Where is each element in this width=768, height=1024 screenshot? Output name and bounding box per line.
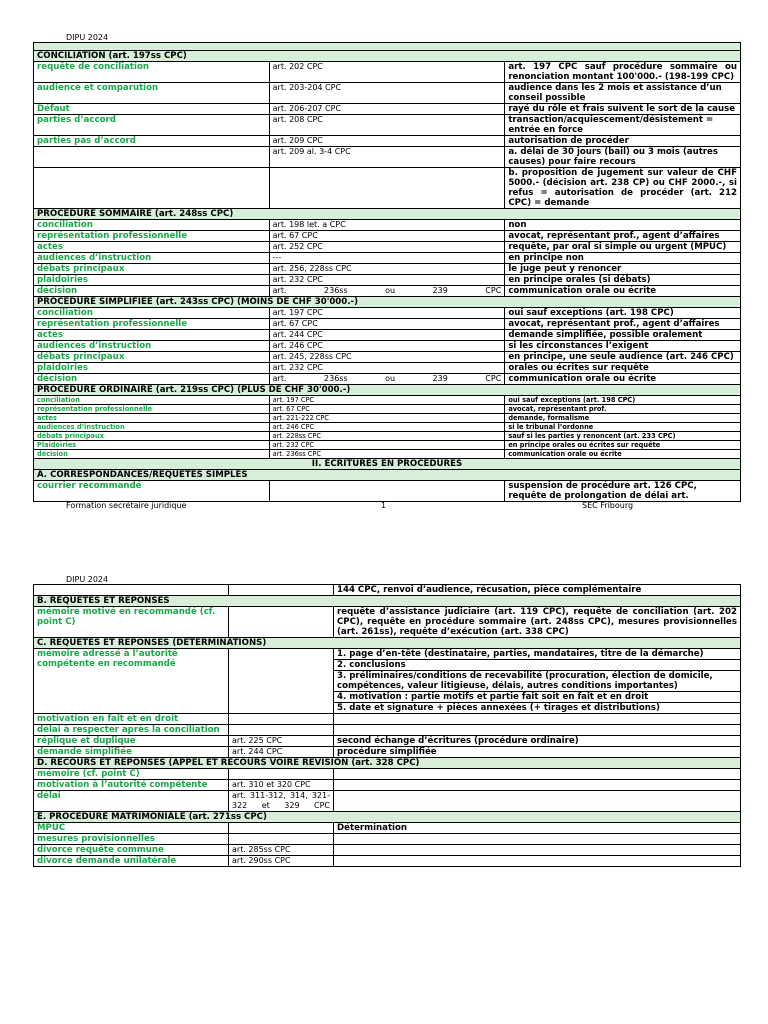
row-description: suspension de procédure art. 126 CPC, requête de prolongation de délai art. — [505, 481, 741, 502]
row-label: mémoire motivé en recommandé (cf. point C) — [34, 607, 229, 638]
row-label: débats principaux — [34, 352, 270, 363]
row-label: divorce requête commune — [34, 845, 229, 856]
row-label: actes — [34, 414, 270, 423]
table-row — [34, 115, 741, 136]
row-description: en principe orales (si débats) — [505, 275, 741, 286]
row-reference — [229, 649, 334, 714]
row-description: avocat, représentant prof. — [505, 405, 741, 414]
row-label: représentation professionnelle — [34, 319, 270, 330]
list-item: 3. préliminaires/conditions de recevabilité (procuration, élection de domicile, compétences, valeur litigieuse, délais, autres conditions importantes) — [334, 671, 741, 692]
row-description: art. 197 CPC sauf procédure sommaire ou renonciation montant 100'000.- (198-199 CPC) — [505, 62, 741, 83]
row-label: représentation professionnelle — [34, 231, 270, 242]
row-description — [334, 845, 741, 856]
row-label: courrier recommandé — [34, 481, 270, 502]
table-row — [34, 147, 741, 168]
row-description: sauf si les parties y renoncent (art. 233 CPC) — [505, 432, 741, 441]
section-title: PROCEDURE SOMMAIRE (art. 248ss CPC) — [34, 209, 741, 220]
row-label — [34, 147, 270, 168]
row-reference: art. 232 CPC — [269, 441, 505, 450]
section-header — [34, 638, 741, 649]
row-label: réplique et duplique — [34, 736, 229, 747]
top-band — [34, 43, 741, 51]
table-row — [34, 414, 741, 423]
row-reference: art. 311-312, 314, 321-322 et 329 CPC — [229, 791, 334, 812]
row-label: demande simplifiée — [34, 747, 229, 758]
row-reference: art. 290ss CPC — [229, 856, 334, 867]
row-reference: --- — [269, 253, 505, 264]
table-row — [34, 791, 741, 812]
row-reference: art. 197 CPC — [269, 308, 505, 319]
band-cell — [34, 43, 741, 51]
section-header — [34, 470, 741, 481]
row-description: communication orale ou écrite — [505, 286, 741, 297]
table-row — [34, 231, 741, 242]
section-header — [34, 297, 741, 308]
row-label: conciliation — [34, 308, 270, 319]
row-description: demande, formalisme — [505, 414, 741, 423]
table-row — [34, 341, 741, 352]
row-label: décision — [34, 450, 270, 459]
row-reference: art. 244 CPC — [229, 747, 334, 758]
section-header — [34, 209, 741, 220]
row-reference — [229, 769, 334, 780]
row-label: divorce demande unilatérale — [34, 856, 229, 867]
row-label — [34, 168, 270, 209]
page2-header: DIPU 2024 — [66, 575, 109, 584]
row-description: requête d’assistance judiciaire (art. 119 CPC), requête de conciliation (art. 202 CPC), requête en procédure sommaire (art. 248ss CPC), mesures provisionnelles (art. 261ss), requête d’exécution (art. 338 CPC) — [334, 607, 741, 638]
row-label: plaidoiries — [34, 275, 270, 286]
row-label: décision — [34, 286, 270, 297]
row-description: communication orale ou écrite — [505, 374, 741, 385]
table-row — [34, 736, 741, 747]
row-label: mémoire (cf. point C) — [34, 769, 229, 780]
table-row — [34, 769, 741, 780]
table-row — [34, 330, 741, 341]
row-label: actes — [34, 242, 270, 253]
row-label: parties d’accord — [34, 115, 270, 136]
row-reference: art. 197 CPC — [269, 396, 505, 405]
row-description: audience dans les 2 mois et assistance d’un conseil possible — [505, 83, 741, 104]
row-reference: art. 244 CPC — [269, 330, 505, 341]
row-reference: art. 228ss CPC — [269, 432, 505, 441]
row-label: motivation à l’autorité compétente — [34, 780, 229, 791]
table-row — [34, 823, 741, 834]
row-label: MPUC — [34, 823, 229, 834]
table-row — [34, 725, 741, 736]
table-row — [34, 856, 741, 867]
row-reference: art. 203-204 CPC — [269, 83, 505, 104]
section-title: A. CORRESPONDANCES/REQUETES SIMPLES — [34, 470, 741, 481]
section-header — [34, 812, 741, 823]
row-label: représentation professionnelle — [34, 405, 270, 414]
table-row — [34, 423, 741, 432]
row-description — [334, 791, 741, 812]
section-title: C. REQUETES ET REPONSES (DETERMINATIONS) — [34, 638, 741, 649]
page1-header: DIPU 2024 — [66, 33, 109, 42]
row-label: audiences d’instruction — [34, 341, 270, 352]
row-reference: art. 236ss ou 239 CPC — [269, 286, 505, 297]
row-reference: art. 310 et 320 CPC — [229, 780, 334, 791]
row-description: orales ou écrites sur requête — [505, 363, 741, 374]
row-description: communication orale ou écrite — [505, 450, 741, 459]
row-label: décision — [34, 374, 270, 385]
row-description: oui sauf exceptions (art. 198 CPC) — [505, 396, 741, 405]
row-label: délai à respecter après la conciliation — [34, 725, 229, 736]
section-title: PROCEDURE SIMPLIFIEE (art. 243ss CPC) (MOINS DE CHF 30'000.-) — [34, 297, 741, 308]
row-description: a. délai de 30 jours (bail) ou 3 mois (autres causes) pour faire recours — [505, 147, 741, 168]
row-reference — [229, 823, 334, 834]
row-label: motivation en fait et en droit — [34, 714, 229, 725]
row-label: audience et comparution — [34, 83, 270, 104]
page1-footer-page-number: 1 — [381, 501, 387, 510]
row-reference — [269, 168, 505, 209]
table-row — [34, 253, 741, 264]
row-reference — [229, 714, 334, 725]
row-description: en principe orales ou écrites sur requête — [505, 441, 741, 450]
row-reference: art. 209 CPC — [269, 136, 505, 147]
table-row — [34, 275, 741, 286]
row-description: second échange d’écritures (procédure ordinaire) — [334, 736, 741, 747]
row-reference: art. 67 CPC — [269, 405, 505, 414]
row-reference — [229, 834, 334, 845]
row-reference: art. 256, 228ss CPC — [269, 264, 505, 275]
list-item: 1. page d’en-tête (destinataire, parties, mandataires, titre de la démarche) — [334, 649, 741, 660]
row-description: requête, par oral si simple ou urgent (MPUC) — [505, 242, 741, 253]
row-description: procédure simplifiée — [334, 747, 741, 758]
table-row — [34, 585, 741, 596]
row-label: audiences d’instruction — [34, 423, 270, 432]
table-row — [34, 649, 741, 660]
row-label: Défaut — [34, 104, 270, 115]
row-description: en principe non — [505, 253, 741, 264]
list-item: 5. date et signature + pièces annexées (+ tirages et distributions) — [334, 703, 741, 714]
list-item: 2. conclusions — [334, 660, 741, 671]
row-label: délai — [34, 791, 229, 812]
table-row — [34, 405, 741, 414]
row-description — [334, 780, 741, 791]
table-row — [34, 396, 741, 405]
row-description: rayé du rôle et frais suivent le sort de la cause — [505, 104, 741, 115]
table-row — [34, 352, 741, 363]
row-reference: art. 246 CPC — [269, 423, 505, 432]
table-row — [34, 308, 741, 319]
row-description: si les circonstances l’exigent — [505, 341, 741, 352]
row-label: plaidoiries — [34, 363, 270, 374]
table-row — [34, 286, 741, 297]
section-header — [34, 385, 741, 396]
section-header — [34, 758, 741, 769]
row-label: mesures provisionnelles — [34, 834, 229, 845]
row-reference: art. 225 CPC — [229, 736, 334, 747]
part-title-row — [34, 459, 741, 470]
row-label: actes — [34, 330, 270, 341]
row-description — [334, 714, 741, 725]
table-row — [34, 845, 741, 856]
table-row — [34, 747, 741, 758]
table-row — [34, 780, 741, 791]
row-reference: art. 236ss ou 239 CPC — [269, 374, 505, 385]
table-row — [34, 104, 741, 115]
row-reference: art. 285ss CPC — [229, 845, 334, 856]
row-reference: art. 206-207 CPC — [269, 104, 505, 115]
row-description: demande simplifiée, possible oralement — [505, 330, 741, 341]
table-row — [34, 62, 741, 83]
section-header — [34, 596, 741, 607]
row-description: en principe, une seule audience (art. 246 CPC) — [505, 352, 741, 363]
page1-footer-left: Formation secrétaire juridique — [66, 501, 187, 510]
row-reference: art. 67 CPC — [269, 319, 505, 330]
row-label: débats principaux — [34, 432, 270, 441]
table-row — [34, 83, 741, 104]
row-reference: art. 232 CPC — [269, 363, 505, 374]
row-label — [34, 585, 229, 596]
row-description: non — [505, 220, 741, 231]
table-row — [34, 441, 741, 450]
list-item: 4. motivation : partie motifs et partie fait soit en fait et en droit — [334, 692, 741, 703]
page1-footer-right: SEC Fribourg — [582, 501, 634, 510]
section-title: PROCEDURE ORDINAIRE (art. 219ss CPC) (PLUS DE CHF 30'000.-) — [34, 385, 741, 396]
section-title: CONCILIATION (art. 197ss CPC) — [34, 51, 741, 62]
row-reference: art. 67 CPC — [269, 231, 505, 242]
page2-table — [33, 584, 741, 867]
table-row — [34, 450, 741, 459]
row-reference: art. 232 CPC — [269, 275, 505, 286]
row-reference: art. 252 CPC — [269, 242, 505, 253]
row-label: Plaidoiries — [34, 441, 270, 450]
row-description: avocat, représentant prof., agent d’affaires — [505, 319, 741, 330]
section-title: B. REQUÊTES ET RÉPONSES — [34, 596, 741, 607]
row-description: autorisation de procéder — [505, 136, 741, 147]
table-row — [34, 242, 741, 253]
table-row — [34, 607, 741, 638]
table-row — [34, 168, 741, 209]
table-row — [34, 264, 741, 275]
part-title: II. ECRITURES EN PROCEDURES — [34, 459, 741, 470]
section-title: D. RECOURS ET RÉPONSES (APPEL ET RECOURS VOIRE REVISION (art. 328 CPC) — [34, 758, 741, 769]
row-label: requête de conciliation — [34, 62, 270, 83]
row-reference: art. 246 CPC — [269, 341, 505, 352]
row-description — [334, 769, 741, 780]
row-reference: art. 245, 228ss CPC — [269, 352, 505, 363]
table-row — [34, 834, 741, 845]
row-description: Détermination — [334, 823, 741, 834]
row-description: si le tribunal l’ordonne — [505, 423, 741, 432]
section-title: E. PROCÉDURE MATRIMONIALE (art. 271ss CPC) — [34, 812, 741, 823]
row-reference: art. 236ss CPC — [269, 450, 505, 459]
table-row — [34, 319, 741, 330]
row-label: parties pas d’accord — [34, 136, 270, 147]
row-description: le juge peut y renoncer — [505, 264, 741, 275]
page1-table — [33, 42, 741, 502]
row-label: conciliation — [34, 220, 270, 231]
row-reference — [229, 607, 334, 638]
table-row — [34, 136, 741, 147]
row-reference: art. 221-222 CPC — [269, 414, 505, 423]
row-reference — [229, 585, 334, 596]
row-description — [334, 856, 741, 867]
row-description: avocat, représentant prof., agent d’affaires — [505, 231, 741, 242]
row-description: transaction/acquiescement/désistement = entrée en force — [505, 115, 741, 136]
table-row — [34, 374, 741, 385]
table-row — [34, 432, 741, 441]
table-row — [34, 714, 741, 725]
row-description — [334, 725, 741, 736]
row-description: 144 CPC, renvoi d’audience, récusation, pièce complémentaire — [334, 585, 741, 596]
row-label: mémoire adressé à l’autorité compétente en recommandé — [34, 649, 229, 714]
row-label: débats principaux — [34, 264, 270, 275]
row-label: audiences d’instruction — [34, 253, 270, 264]
table-row — [34, 363, 741, 374]
row-reference — [269, 481, 505, 502]
row-reference: art. 202 CPC — [269, 62, 505, 83]
row-reference: art. 209 al. 3-4 CPC — [269, 147, 505, 168]
table-row — [34, 220, 741, 231]
row-reference: art. 198 let. a CPC — [269, 220, 505, 231]
section-header — [34, 51, 741, 62]
row-description — [334, 834, 741, 845]
row-description: oui sauf exceptions (art. 198 CPC) — [505, 308, 741, 319]
row-description: b. proposition de jugement sur valeur de CHF 5000.- (décision art. 238 CP) ou CHF 2000.-, si refus = autorisation de procéder (art. 212 CPC) = demande — [505, 168, 741, 209]
table-row — [34, 481, 741, 502]
row-reference: art. 208 CPC — [269, 115, 505, 136]
row-label: conciliation — [34, 396, 270, 405]
row-reference — [229, 725, 334, 736]
